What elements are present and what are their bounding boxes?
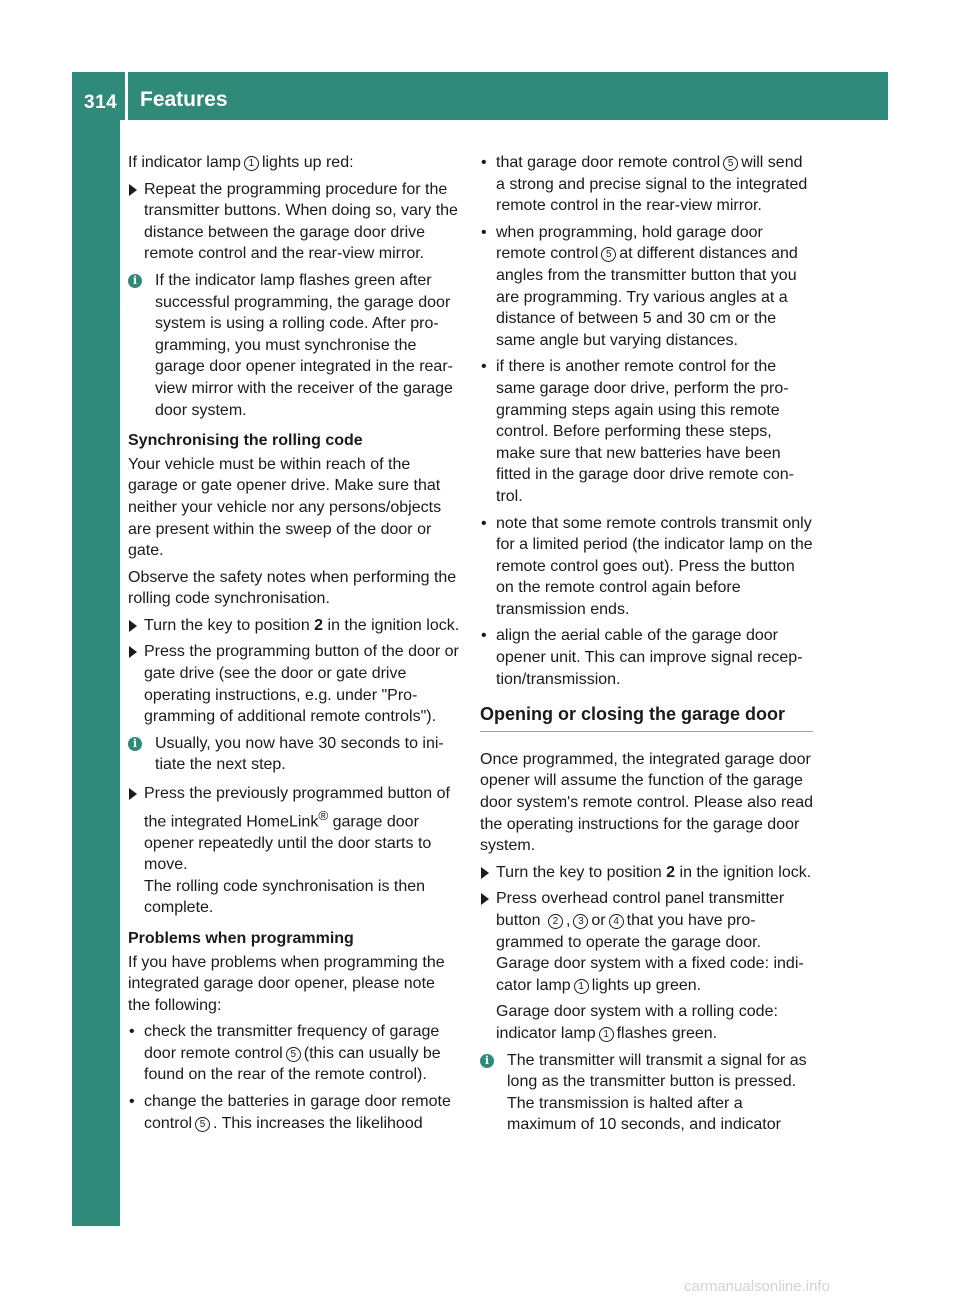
info-icon: i (480, 1054, 494, 1068)
callout-1-icon: 1 (599, 1027, 614, 1042)
callout-3-icon: 3 (573, 914, 588, 929)
note-rolling-code: i If the indicator lamp flashes green after successful programming, the garage door system is using a rolling code. After pro-gramming, you must synchronise the garage door opener integrated in the rear-view mirror with the receiver of the garage door system. (128, 270, 460, 421)
callout-1-icon: 1 (574, 979, 589, 994)
sync-paragraph-2: Observe the safety notes when performing the rolling code synchronisation. (128, 568, 457, 608)
watermark: carmanualsonline.info (684, 1278, 830, 1295)
bullet-another-remote: • if there is another remote control for the same garage door drive, perform the pro-gramming steps again using this remote control. Before performing these steps, make sure that new batteries have been fitted in the garage door drive remote con-trol. (480, 356, 813, 507)
callout-5-icon: 5 (601, 247, 616, 262)
callout-5-icon: 5 (723, 156, 738, 171)
heading-synchronising: Synchronising the rolling code (128, 432, 363, 450)
step-turn-key: Turn the key to position 2 in the ignition lock. (128, 615, 460, 637)
info-icon: i (128, 274, 142, 288)
bullet-change-batteries: • change the batteries in garage door remote control 5 . This increases the likelihood (128, 1091, 460, 1134)
intro-paragraph: If indicator lamp 1 lights up red: (128, 154, 354, 171)
sync-paragraph-1: Your vehicle must be within reach of the garage or gate opener drive. Make sure that neither your vehicle nor any persons/objects are present within the sweep of the door or gate. (128, 455, 442, 560)
bullet-check-frequency: • check the transmitter frequency of garage door remote control 5 (this can usually be found on the rear of the remote control). (128, 1021, 460, 1086)
step-press-transmitter-button: Press overhead control panel transmitter button 2 , 3 or 4 that you have pro-grammed to operate the garage door. Garage door system with a fixed code: indi-cator lamp 1 lights up green. Garage door system with a rolling code: indicator lamp 1 flashes green. (480, 888, 813, 1044)
note-thirty-seconds: i Usually, you now have 30 seconds to ini-tiate the next step. (128, 733, 460, 776)
page-number: 314 (84, 92, 118, 113)
problems-paragraph: If you have problems when programming the integrated garage door opener, please note the following: (128, 953, 445, 1014)
heading-opening-closing: Opening or closing the garage door (480, 704, 813, 732)
callout-2-icon: 2 (548, 914, 563, 929)
section-title: Features (140, 88, 228, 111)
note-transmitter-signal: i The transmitter will transmit a signal for as long as the transmitter button is pressed. The transmission is halted after a maximum of 10 seconds, and indicator (480, 1050, 813, 1136)
heading-problems: Problems when programming (128, 929, 354, 947)
side-section-label: Stowing and features (96, 251, 120, 465)
step-repeat-programming: Repeat the programming procedure for the transmitter buttons. When doing so, vary the distance between the garage door drive remote control and the rear-view mirror. (128, 179, 460, 265)
callout-5-icon: 5 (286, 1047, 301, 1062)
left-column (128, 152, 460, 1139)
bullet-hold-distances: • when programming, hold garage door remote control 5 at different distances and angles from the transmitter button that you are programming. Try various angles at a distance of between 5 and 30 cm or the same angle but varying distances. (480, 222, 813, 352)
bullet-limited-period: • note that some remote controls transmit only for a limited period (the indicator lamp on the remote control goes out). Press the button on the remote control again before transmission ends. (480, 513, 813, 621)
info-icon: i (128, 737, 142, 751)
callout-4-icon: 4 (609, 914, 624, 929)
step-turn-key-2: Turn the key to position 2 in the ignition lock. (480, 862, 813, 884)
side-marker (82, 644, 110, 670)
opening-paragraph: Once programmed, the integrated garage door opener will assume the function of the garage door system's remote control. Please also read the operating instructions for the garage door system. (480, 750, 813, 855)
header-divider (125, 72, 128, 120)
step-press-homelink: Press the previously programmed button of the integrated HomeLink® garage door opener repeatedly until the door starts to move. The rolling code synchronisation is then complete. (128, 783, 460, 919)
callout-5-icon: 5 (195, 1117, 210, 1132)
bullet-align-aerial: • align the aerial cable of the garage door opener unit. This can improve signal recep-tion/transmission. (480, 625, 813, 690)
right-column (480, 152, 813, 1143)
bullet-continuation: • that garage door remote control 5 will send a strong and precise signal to the integrated remote control in the rear-view mirror. (480, 152, 813, 217)
callout-1-icon: 1 (244, 156, 259, 171)
step-press-programming-button: Press the programming button of the door or gate drive (see the door or gate drive operating instructions, e.g. under "Pro-gramming of additional remote controls"). (128, 641, 460, 727)
